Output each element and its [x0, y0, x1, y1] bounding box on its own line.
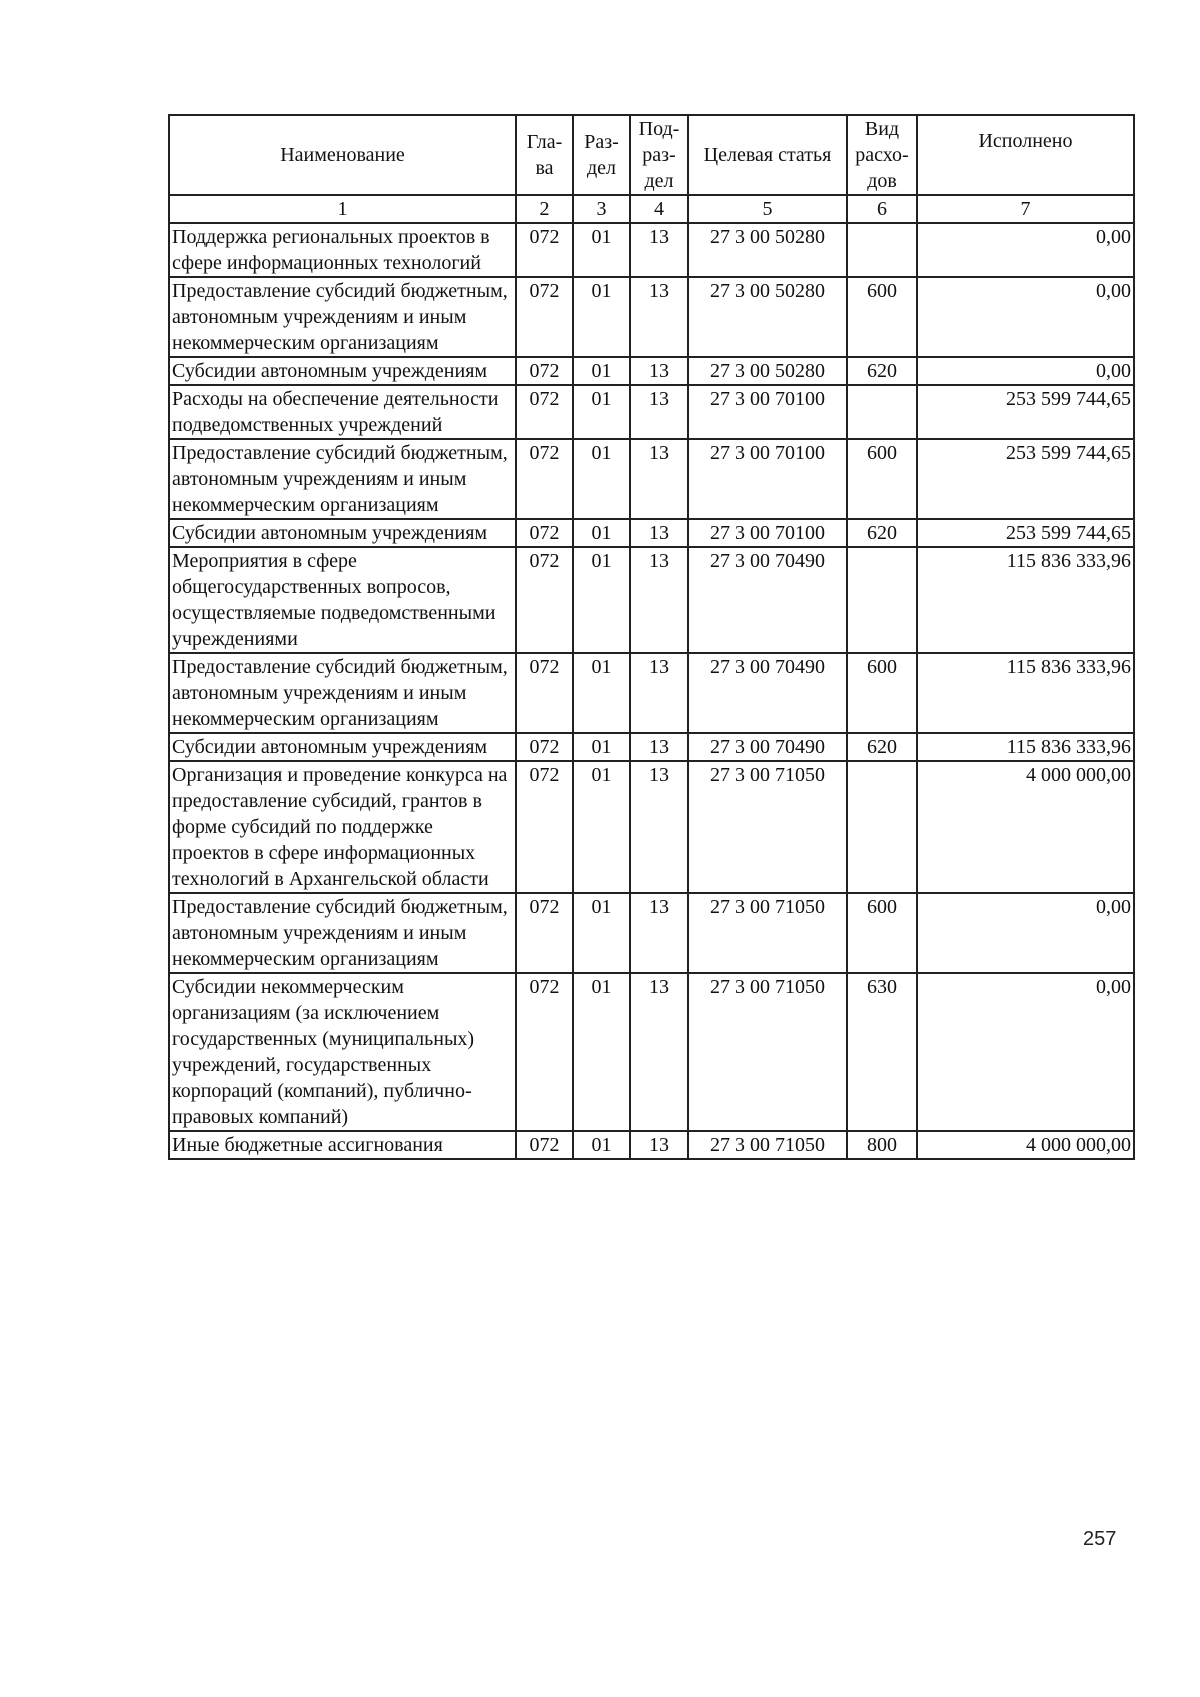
- cell-podrazdel: 13: [630, 1131, 688, 1159]
- cell-glava: 072: [516, 653, 573, 733]
- cell-vid: 620: [847, 357, 917, 385]
- table-row: [169, 733, 1134, 761]
- header-executed: Исполнено: [917, 115, 1134, 195]
- cell-razdel: 01: [573, 1131, 630, 1159]
- cell-amount: 115 836 333,96: [917, 733, 1134, 761]
- cell-podrazdel: 13: [630, 385, 688, 439]
- cell-amount: 0,00: [917, 893, 1134, 973]
- cell-target: 27 3 00 50280: [688, 277, 847, 357]
- cell-target: 27 3 00 70490: [688, 733, 847, 761]
- cell-name: Субсидии автономным учреждениям: [169, 357, 516, 385]
- cell-target: 27 3 00 70490: [688, 653, 847, 733]
- cell-razdel: 01: [573, 973, 630, 1131]
- cell-target: 27 3 00 70100: [688, 439, 847, 519]
- cell-vid: [847, 385, 917, 439]
- header-razdel: [573, 115, 630, 195]
- cell-amount: 0,00: [917, 357, 1134, 385]
- cell-target: 27 3 00 70100: [688, 519, 847, 547]
- column-number: 4: [630, 195, 688, 223]
- table-row: [169, 439, 1134, 519]
- cell-vid: 600: [847, 653, 917, 733]
- cell-amount: 115 836 333,96: [917, 547, 1134, 653]
- table-row: [169, 973, 1134, 1131]
- cell-target: 27 3 00 71050: [688, 761, 847, 893]
- cell-target: 27 3 00 71050: [688, 893, 847, 973]
- header-podrazdel: [630, 115, 688, 195]
- cell-amount: 0,00: [917, 223, 1134, 277]
- cell-vid: 620: [847, 519, 917, 547]
- cell-target: 27 3 00 71050: [688, 973, 847, 1131]
- table-row: [169, 761, 1134, 893]
- cell-razdel: 01: [573, 893, 630, 973]
- table-row: [169, 519, 1134, 547]
- cell-name: Организация и проведение конкурса на предоставление субсидий, грантов в форме субсидий по поддержке проектов в сфере информационных технологий в Архангельской области: [169, 761, 516, 893]
- cell-razdel: 01: [573, 357, 630, 385]
- cell-vid: 600: [847, 893, 917, 973]
- cell-podrazdel: 13: [630, 519, 688, 547]
- cell-vid: 630: [847, 973, 917, 1131]
- cell-target: 27 3 00 50280: [688, 357, 847, 385]
- cell-amount: 253 599 744,65: [917, 439, 1134, 519]
- column-number-row: [169, 195, 1134, 223]
- cell-glava: 072: [516, 547, 573, 653]
- cell-razdel: 01: [573, 733, 630, 761]
- cell-podrazdel: 13: [630, 733, 688, 761]
- cell-amount: 0,00: [917, 277, 1134, 357]
- table-row: [169, 357, 1134, 385]
- cell-name: Субсидии некоммерческим организациям (за исключением государственных (муниципальных) учреждений, государственных корпораций (компаний), публично-правовых компаний): [169, 973, 516, 1131]
- cell-glava: 072: [516, 1131, 573, 1159]
- cell-vid: 600: [847, 439, 917, 519]
- cell-glava: 072: [516, 761, 573, 893]
- cell-glava: 072: [516, 357, 573, 385]
- cell-target: 27 3 00 50280: [688, 223, 847, 277]
- cell-podrazdel: 13: [630, 439, 688, 519]
- cell-amount: 253 599 744,65: [917, 385, 1134, 439]
- cell-glava: 072: [516, 733, 573, 761]
- cell-amount: 4 000 000,00: [917, 1131, 1134, 1159]
- cell-podrazdel: 13: [630, 357, 688, 385]
- header-glava-text: Гла- ва: [526, 131, 563, 179]
- cell-name: Поддержка региональных проектов в сфере информационных технологий: [169, 223, 516, 277]
- table-row: [169, 385, 1134, 439]
- cell-name: Субсидии автономным учреждениям: [169, 733, 516, 761]
- column-number: 6: [847, 195, 917, 223]
- header-name: Наименование: [169, 115, 516, 195]
- cell-podrazdel: 13: [630, 653, 688, 733]
- cell-amount: 0,00: [917, 973, 1134, 1131]
- cell-glava: 072: [516, 277, 573, 357]
- cell-glava: 072: [516, 973, 573, 1131]
- cell-vid: 600: [847, 277, 917, 357]
- table-row: [169, 547, 1134, 653]
- page-number: 257: [1083, 1528, 1117, 1550]
- cell-amount: 253 599 744,65: [917, 519, 1134, 547]
- cell-name: Субсидии автономным учреждениям: [169, 519, 516, 547]
- cell-razdel: 01: [573, 761, 630, 893]
- cell-vid: 800: [847, 1131, 917, 1159]
- cell-razdel: 01: [573, 653, 630, 733]
- table-row: [169, 277, 1134, 357]
- table-row: [169, 893, 1134, 973]
- column-number: 7: [917, 195, 1134, 223]
- cell-razdel: 01: [573, 277, 630, 357]
- cell-name: Предоставление субсидий бюджетным, автономным учреждениям и иным некоммерческим организациям: [169, 893, 516, 973]
- column-number: 3: [573, 195, 630, 223]
- table-body: [169, 223, 1134, 1159]
- cell-target: 27 3 00 70490: [688, 547, 847, 653]
- cell-name: Предоставление субсидий бюджетным, автономным учреждениям и иным некоммерческим организациям: [169, 653, 516, 733]
- cell-razdel: 01: [573, 439, 630, 519]
- cell-glava: 072: [516, 893, 573, 973]
- cell-glava: 072: [516, 223, 573, 277]
- column-number: 2: [516, 195, 573, 223]
- cell-name: Мероприятия в сфере общегосударственных вопросов, осуществляемые подведомственными учреждениями: [169, 547, 516, 653]
- cell-razdel: 01: [573, 547, 630, 653]
- cell-podrazdel: 13: [630, 973, 688, 1131]
- cell-glava: 072: [516, 519, 573, 547]
- cell-vid: 620: [847, 733, 917, 761]
- cell-vid: [847, 223, 917, 277]
- budget-table: [168, 114, 1135, 1160]
- header-target: Целевая статья: [688, 115, 847, 195]
- cell-name: Предоставление субсидий бюджетным, автономным учреждениям и иным некоммерческим организациям: [169, 439, 516, 519]
- cell-amount: 115 836 333,96: [917, 653, 1134, 733]
- column-number: 1: [169, 195, 516, 223]
- cell-podrazdel: 13: [630, 761, 688, 893]
- cell-amount: 4 000 000,00: [917, 761, 1134, 893]
- cell-razdel: 01: [573, 385, 630, 439]
- table-row: [169, 223, 1134, 277]
- cell-razdel: 01: [573, 223, 630, 277]
- cell-podrazdel: 13: [630, 223, 688, 277]
- cell-razdel: 01: [573, 519, 630, 547]
- cell-podrazdel: 13: [630, 547, 688, 653]
- cell-name: Предоставление субсидий бюджетным, автономным учреждениям и иным некоммерческим организациям: [169, 277, 516, 357]
- cell-podrazdel: 13: [630, 277, 688, 357]
- cell-target: 27 3 00 71050: [688, 1131, 847, 1159]
- cell-vid: [847, 761, 917, 893]
- cell-vid: [847, 547, 917, 653]
- cell-target: 27 3 00 70100: [688, 385, 847, 439]
- cell-name: Иные бюджетные ассигнования: [169, 1131, 516, 1159]
- column-number: 5: [688, 195, 847, 223]
- header-vid: [847, 115, 917, 195]
- header-razdel-text: Раз- дел: [584, 131, 619, 179]
- cell-glava: 072: [516, 385, 573, 439]
- cell-podrazdel: 13: [630, 893, 688, 973]
- header-podrazdel-text: Под- раз- дел: [638, 118, 680, 192]
- cell-glava: 072: [516, 439, 573, 519]
- header-row: [169, 115, 1134, 195]
- table-row: [169, 653, 1134, 733]
- header-glava: [516, 115, 573, 195]
- table-row: [169, 1131, 1134, 1159]
- header-vid-text: Вид расхо- дов: [855, 118, 909, 192]
- cell-name: Расходы на обеспечение деятельности подведомственных учреждений: [169, 385, 516, 439]
